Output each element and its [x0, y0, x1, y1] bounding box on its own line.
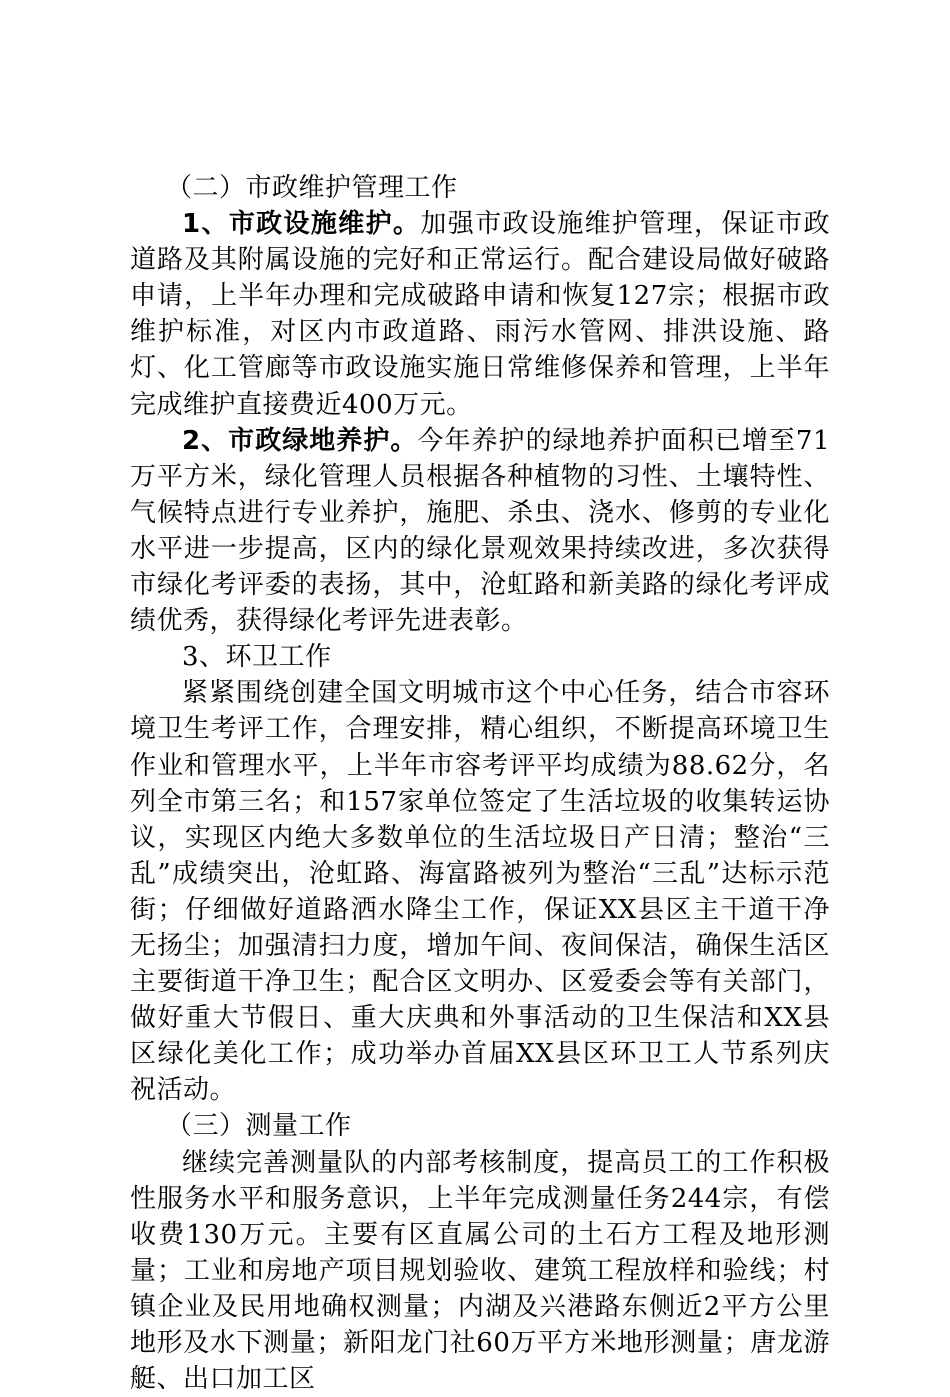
item-3-heading-text: 3、环卫工作: [182, 642, 332, 673]
section-3-heading: [130, 1108, 830, 1144]
document-body: [130, 170, 830, 1397]
item-1-lead: 1、市政设施维护。: [182, 209, 421, 240]
item-3-heading: [130, 639, 830, 675]
section-2-heading-text: （二）市政维护管理工作: [166, 173, 458, 203]
item-2-body: 今年养护的绿地养护面积已增至71万平方米，绿化管理人员根据各种植物的习性、土壤特性、气候特点进行专业养护，施肥、杀虫、浇水、修剪的专业化水平进一步提高，区内的绿化景观效果持续改进，多次获得市绿化考评委的表扬，其中，沧虹路和新美路的绿化考评成绩优秀，获得绿化考评先进表彰。: [130, 425, 831, 637]
section-3-heading-text: （三）测量工作: [166, 1111, 352, 1142]
item-1-body: 加强市政设施维护管理，保证市政道路及其附属设施的完好和正常运行。配合建设局做好破路申请，上半年办理和完成破路申请和恢复127宗；根据市政维护标准，对区内市政道路、雨污水管网、排洪设施、路灯、化工管廊等市政设施实施日常维修保养和管理，上半年完成维护直接费近400万元。: [130, 209, 830, 420]
section-3-paragraph: [130, 1145, 830, 1397]
section-2-heading: [130, 170, 830, 206]
section-3-body: 继续完善测量队的内部考核制度，提高员工的工作积极性服务水平和服务意识，上半年完成测量任务244宗，有偿收费130万元。主要有区直属公司的土石方工程及地形测量；工业和房地产项目规划验收、建筑工程放样和验线；村镇企业及民用地确权测量；内湖及兴港路东侧近2平方公里地形及水下测量；新阳龙门社60万平方米地形测量；唐龙游艇、出口加工区: [130, 1147, 830, 1395]
item-3-paragraph: [130, 675, 830, 1108]
item-3-body: 紧紧围绕创建全国文明城市这个中心任务，结合市容环境卫生考评工作，合理安排，精心组织，不断提高环境卫生作业和管理水平，上半年市容考评平均成绩为88.62分，名列全市第三名；和157家单位签定了生活垃圾的收集转运协议，实现区内绝大多数单位的生活垃圾日产日清；整治“三乱”成绩突出，沧虹路、海富路被列为整治“三乱”达标示范街；仔细做好道路洒水降尘工作，保证XX县区主干道干净无扬尘；加强清扫力度，增加午间、夜间保洁，确保生活区主要街道干净卫生；配合区文明办、区爱委会等有关部门，做好重大节假日、重大庆典和外事活动的卫生保洁和XX县区绿化美化工作；成功举办首届XX县区环卫工人节系列庆祝活动。: [130, 678, 830, 1106]
item-2-paragraph: [130, 423, 830, 640]
item-1-paragraph: [130, 206, 830, 423]
item-2-lead: 2、市政绿地养护。: [182, 425, 418, 456]
